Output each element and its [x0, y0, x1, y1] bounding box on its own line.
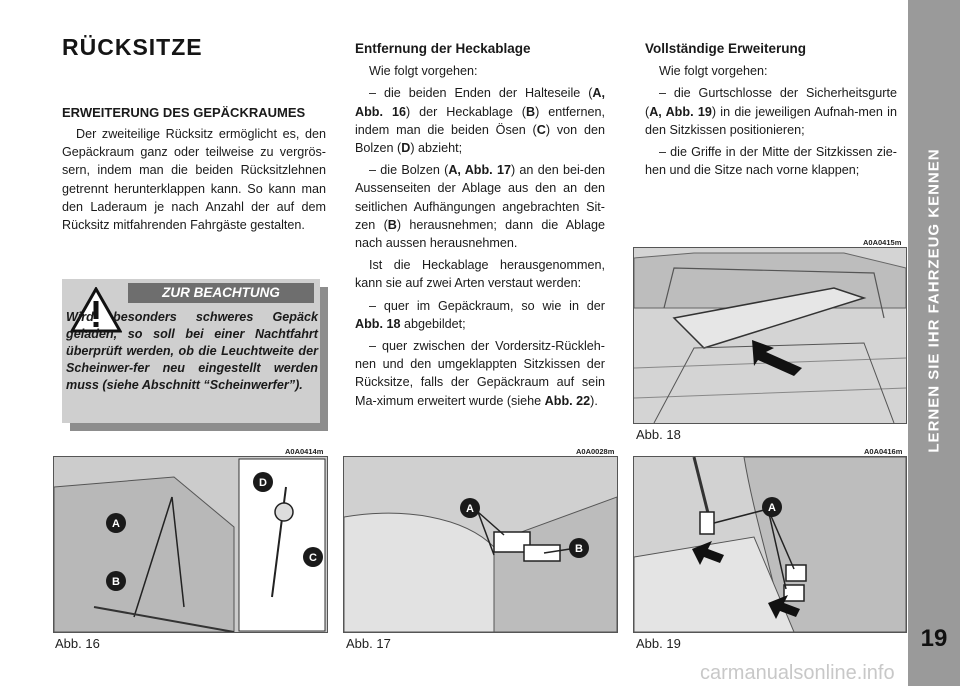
section-title: RÜCKSITZE [62, 34, 203, 60]
figure-16 [53, 456, 328, 633]
figure-19 [633, 456, 907, 633]
col2-intro: Wie folgt vorgehen: [369, 64, 478, 79]
watermark: carmanualsonline.info [700, 662, 895, 684]
callout-d: D [259, 477, 267, 489]
seat-belt-illustration [634, 457, 906, 632]
column-1 [62, 104, 326, 238]
col1-paragraph: Der zweiteilige Rücksitz ermöglicht es, den Gepäckraum ganz oder teilweise zu vergrös-sern, indem man die beiden Rücksitzlehnen getrennt herunterklappen kann. So kann man den Laderaum je nach Anzahl der auf dem Rücksitz mitfahrenden Fahrgäste gestalten. [62, 127, 326, 233]
col2-subhead: Entfernung der Heckablage [355, 41, 531, 56]
fig16-caption: Abb. 16 [55, 636, 100, 651]
fig16-code: A0A0414m [285, 447, 324, 456]
shelf-cord-illustration [54, 457, 327, 632]
chapter-sidebar [908, 0, 960, 686]
callout-b: B [112, 576, 120, 588]
callout-b: B [575, 543, 583, 555]
callout-a: A [466, 503, 474, 515]
warning-banner: ZUR BEACHTUNG [128, 283, 314, 303]
chapter-title: LERNEN SIE IHR FAHRZEUG KENNEN [925, 147, 943, 453]
fig18-caption: Abb. 18 [636, 427, 681, 442]
column-2 [355, 40, 605, 414]
fig18-code: A0A0415m [863, 238, 902, 247]
callout-a: A [112, 518, 120, 530]
fig17-code: A0A0028m [576, 447, 615, 456]
col2-step-2: – die Bolzen (A, Abb. 17) an den bei-den Aussenseiten der Ablage aus den an den seitlichen Aufhängungen angebrachten Sit-zen (B) herausnehmen; dann die Ablage nach aussen herausnehmen. [355, 163, 605, 251]
col2-paragraph-stow: Ist die Heckablage herausgenommen, kann sie auf zwei Arten verstaut werden: [355, 258, 605, 291]
figure-17 [343, 456, 618, 633]
callout-c: C [309, 552, 317, 564]
warning-text: Wird besonders schweres Gepäck geladen, so soll bei einer Nachtfahrt überprüft werden, ob die Leuchtweite der Scheinwer-fer neu eingestellt werden muss (siehe Abschnitt “Scheinwerfer”). [66, 310, 318, 392]
callout-a: A [768, 502, 776, 514]
fig19-caption: Abb. 19 [636, 636, 681, 651]
warning-box [62, 279, 328, 431]
fig17-caption: Abb. 17 [346, 636, 391, 651]
col3-step-1: – die Gurtschlosse der Sicherheitsgurte (A, Abb. 19) in die jeweiligen Aufnah-men in den Sitzkissen positionieren; [645, 86, 897, 137]
col2-option-1: – quer im Gepäckraum, so wie in der Abb. 18 abgebildet; [355, 298, 605, 331]
fig19-code: A0A0416m [864, 447, 903, 456]
col3-intro: Wie folgt vorgehen: [659, 64, 768, 79]
trunk-illustration [634, 248, 906, 423]
col3-subhead: Vollständige Erweiterung [645, 41, 807, 56]
column-3 [645, 40, 897, 183]
col1-subhead: ERWEITERUNG DES GEPÄCKRAUMES [62, 105, 306, 120]
bolt-illustration [344, 457, 617, 632]
page-number: 19 [920, 625, 948, 652]
figure-18 [633, 247, 907, 424]
col2-option-2: – quer zwischen der Vordersitz-Rückleh-nen und den umgeklappten Sitzkissen der Rücksitze, falls der Gepäckraum auf sein Ma-ximum erweitert wurde (siehe Abb. 22). [355, 339, 605, 408]
col3-step-2: – die Griffe in der Mitte der Sitzkissen zie-hen und die Sitze nach vorne klappen; [645, 145, 897, 178]
col2-step-1: – die beiden Enden der Halteseile (A, Abb. 16) der Heckablage (B) entfernen, indem man die beiden Ösen (C) von den Bolzen (D) abzieht; [355, 86, 605, 156]
